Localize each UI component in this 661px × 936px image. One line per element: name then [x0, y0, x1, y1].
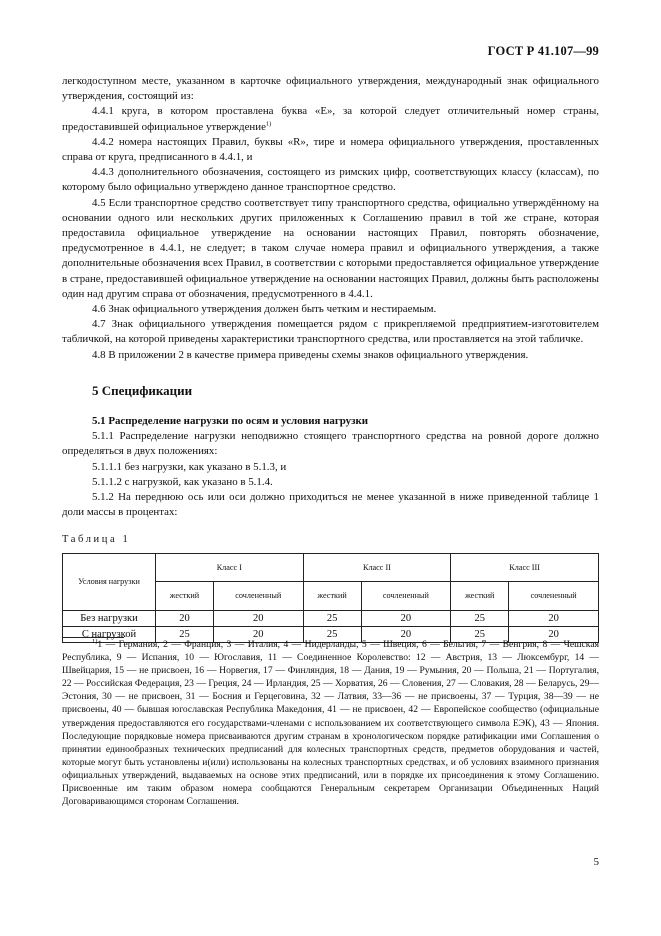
paragraph-5-1-1-2: 5.1.1.2 с нагрузкой, как указано в 5.1.4. [92, 475, 273, 488]
paragraph-5-1-1-1: 5.1.1.1 без нагрузки, как указано в 5.1.3, и [92, 460, 287, 473]
table-subheader: жесткий [451, 581, 509, 610]
table-cell: 25 [303, 610, 361, 626]
table-cell: 25 [451, 626, 509, 642]
footnote-body: 1 — Германия, 2 — Франция, 3 — Италия, 4 — Нидерланды, 5 — Швеция, 6 — Бельгия, 7 — Венгрия, 8 — Чешская Республика, 9 — Испания, 10 — Югославия, 11 — Соединенное Королевство: 12 — Австрия, 13 — Люксембург, 14 — Швейцария, 15 — не присвоен, 16 — Норвегия, 17 — Финляндия, 18 — Дания, 19 — Румыния, 20 — Польша, 21 — Португалия, 22 — Российская Федерация, 23 — Греция, 24 — Ирландия, 25 — Хорватия, 26 — Словения, 27 — Словакия, 28 — Беларусь, 29— Эстония, 30 — не присвоен, 31 — Босния и Герцеговина, 32 — Латвия, 33—36 — не присвоены, 37 — Турция, 38—39 — не присвоены, 40 — бывшая югославская Республика Македония, 41 — не присвоен, 42 — Европейское сообщество (официальные утверждения предоставляются его государствами-членами с использованием их соответствующего символа ЕЭК), 43 — Япония. Последующие порядковые номера присваиваются другим странам в хронологическом порядке ратификации ими Соглашения о принятии единообразных технических предписаний для колесных транспортных средств, предметов оборудования и частей, которые могут быть установлены и(или) использованы на колесных транспортных средствах, и об условиях взаимного признания официальных утверждений, выдаваемых на основе этих предписаний, или в порядке их присоединения к этому Соглашению. Присвоенные им таким образом номера сообщаются Генеральным секретарем Организации Объединенных Наций Договаривающимся сторонам Соглашения. [62, 639, 599, 808]
footnote-text [62, 638, 599, 808]
table-class-header: Класс II [303, 553, 451, 581]
page-number: 5 [593, 856, 599, 868]
table-subheader: сочлененный [361, 581, 451, 610]
footnote-marker: 1) [92, 637, 98, 645]
table-subheader: сочлененный [213, 581, 303, 610]
body-text [62, 74, 599, 643]
table-row-label: Без нагрузки [63, 610, 156, 626]
paragraph-5-1-2: 5.1.2 На переднюю ось или оси должно приходиться не менее указанной в ниже приведенной таблице 1 доли массы в процентах: [62, 491, 599, 519]
section-5-title: 5 Спецификации [92, 382, 193, 398]
table-header-row [63, 553, 599, 581]
paragraph-intro: легкодоступном месте, указанном в карточке официального утверждения, международный знак официального утверждения, состоящий из: [62, 75, 599, 103]
paragraph-4-4-3: 4.4.3 дополнительного обозначения, состоящего из римских цифр, соответствующих классу (классам), по которому было официально утверждено данное транспортное средство. [62, 166, 599, 194]
table-cell: 20 [213, 610, 303, 626]
table-cell: 20 [509, 626, 599, 642]
subsection-5-1-title: 5.1 Распределение нагрузки по осям и условия нагрузки [92, 415, 369, 428]
table-cell: 25 [303, 626, 361, 642]
paragraph-5-1-1: 5.1.1 Распределение нагрузки неподвижно стоящего транспортного средства на ровной дороге должно определяться в двух положениях: [62, 430, 599, 458]
table-cell: 20 [509, 610, 599, 626]
load-distribution-table [62, 553, 599, 643]
table-class-header: Класс I [156, 553, 304, 581]
table-cell: 25 [451, 610, 509, 626]
paragraph-4-4-1 [62, 104, 599, 134]
footnote [62, 632, 599, 808]
standard-header: ГОСТ Р 41.107—99 [487, 44, 599, 58]
paragraph-4-8: 4.8 В приложении 2 в качестве примера приведены схемы знаков официального утверждения. [92, 348, 529, 361]
table-subheader: жесткий [303, 581, 361, 610]
paragraph-4-4-1-text: 4.4.1 круга, в котором проставлена буква «Е», за которой следует отличительный номер страны, предоставившей официальное утверждение [62, 105, 599, 133]
table-class-header: Класс III [451, 553, 599, 581]
paragraph-4-4-2: 4.4.2 номера настоящих Правил, буквы «R», тире и номера официального утверждения, проставленных справа от круга, предписанного в 4.4.1, и [62, 135, 599, 164]
table-cell: 20 [213, 626, 303, 642]
table-cell: 20 [361, 626, 451, 642]
table-cell: 20 [156, 610, 214, 626]
table-cell: 20 [361, 610, 451, 626]
table-corner-header: Условия нагрузки [63, 553, 156, 610]
footnote-ref: 1) [265, 119, 272, 127]
table-cell: 25 [156, 626, 214, 642]
table-caption: Таблица 1 [62, 534, 131, 546]
table-subheader: жесткий [156, 581, 214, 610]
paragraph-4-6: 4.6 Знак официального утверждения должен быть четким и нестираемым. [92, 303, 437, 316]
paragraph-4-7: 4.7 Знак официального утверждения помещается рядом с прикрепляемой предприятием-изготовителем табличкой, на которой приведены характеристики транспортного средства, или проставляется на этой табличке. [62, 318, 599, 346]
table-row [63, 610, 599, 626]
paragraph-4-5: 4.5 Если транспортное средство соответствует типу транспортного средства, официально утверждённому на основании одного или нескольких других приложенных к Соглашению правил в той же стране, которая предоставила официальное утверждение на основании настоящих Правил, повторять обозначение, предусмотренное в 4.4.1, не следует; в таком случае номера правил и официального утверждения, а также дополнительные обозначения всех Правил, в соответствии с которыми предоставляется официальное утверждение в стране, предоставившей официальное утверждение на основании настоящих Правил, должны быть расположены один над другим справа от обозначения, предусмотренного в 4.4.1. [62, 196, 599, 300]
table-subheader: сочлененный [509, 581, 599, 610]
table-row-label: С нагрузкой [63, 626, 156, 642]
